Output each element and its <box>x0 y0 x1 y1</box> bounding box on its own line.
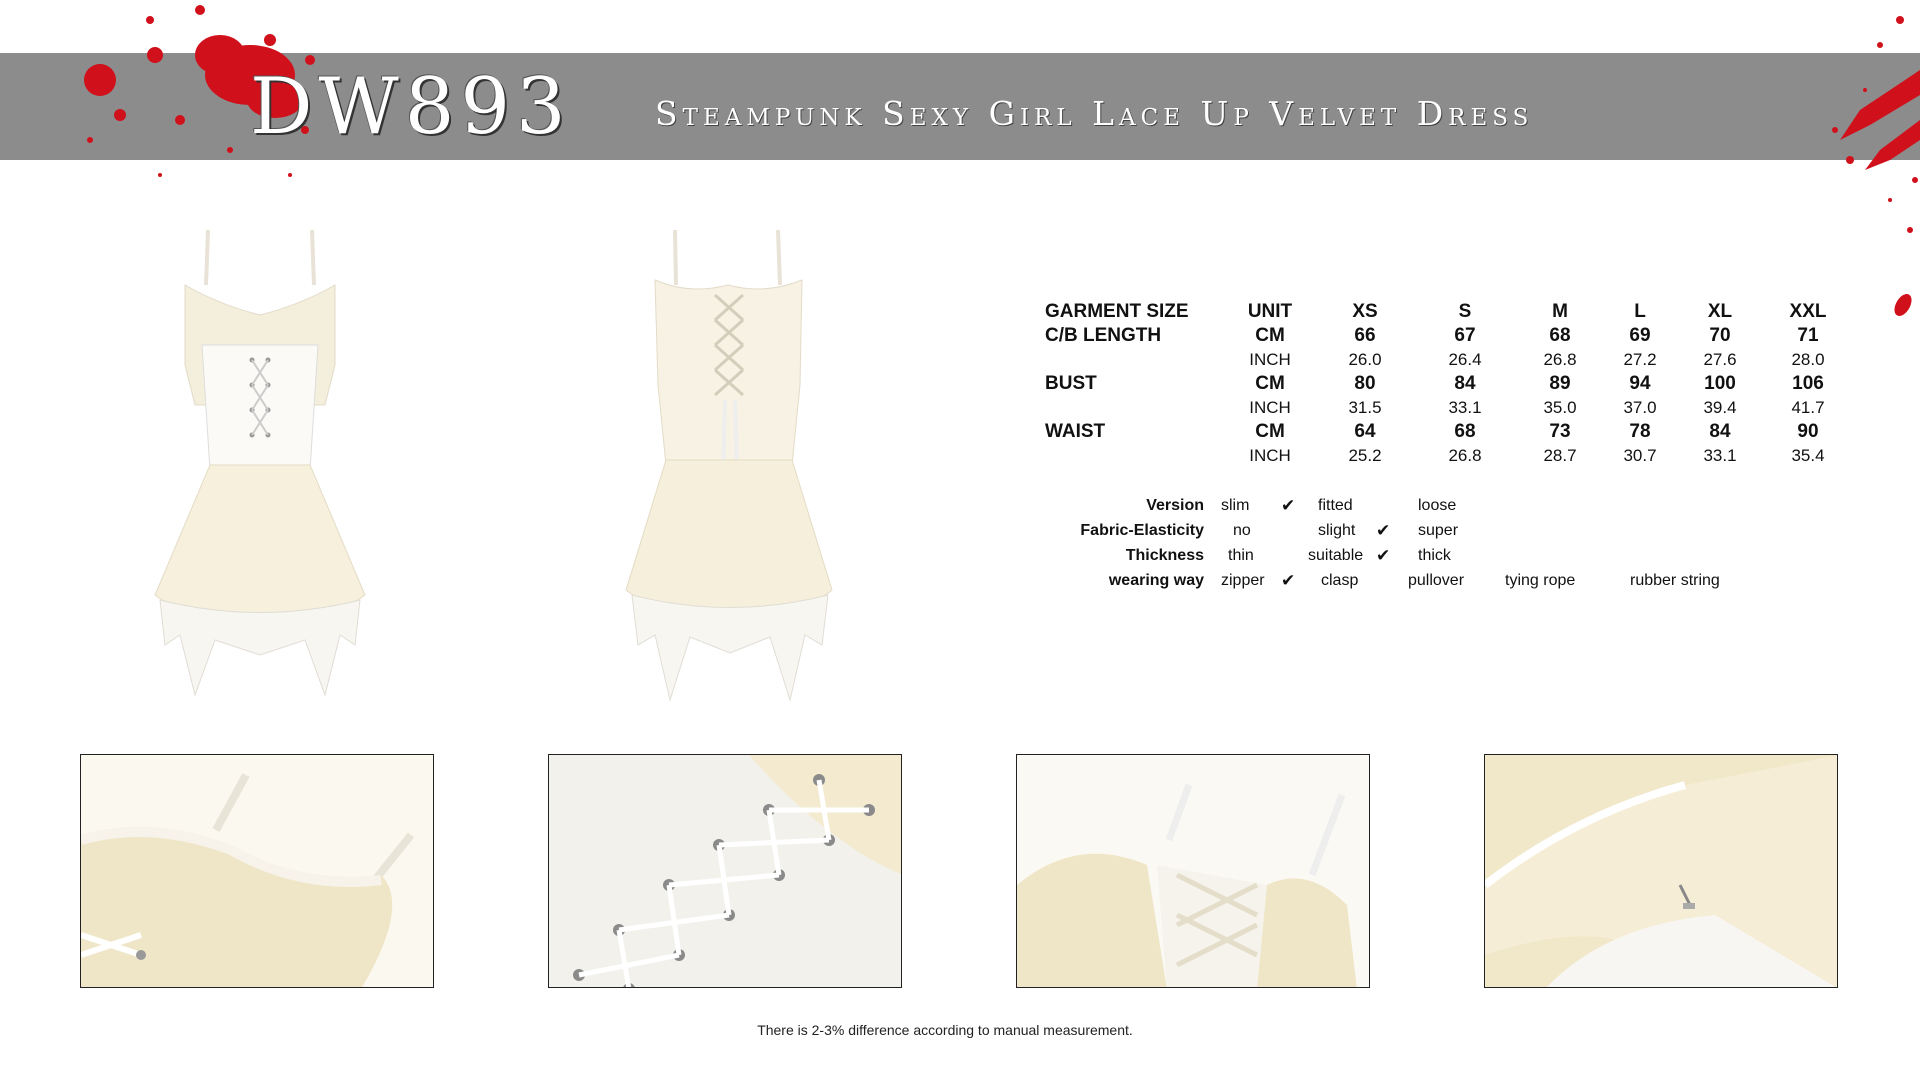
value-cell: 28.7 <box>1543 446 1577 465</box>
unit-cell: INCH <box>1249 446 1291 465</box>
value-cell: 31.5 <box>1348 398 1382 417</box>
detail-image-lace-up-eyelets <box>548 754 902 988</box>
value-cell: 27.6 <box>1703 350 1737 369</box>
value-cell: 89 <box>1549 373 1571 394</box>
value-cell: 67 <box>1454 325 1476 346</box>
check-mark-icon: ✔ <box>1281 496 1296 515</box>
attr-option: pullover <box>1408 572 1465 589</box>
attr-option: fitted <box>1318 497 1353 514</box>
check-mark-icon: ✔ <box>1281 571 1296 590</box>
header-garment-size: GARMENT SIZE <box>1045 301 1189 322</box>
value-cell: 66 <box>1354 325 1376 346</box>
check-mark-icon: ✔ <box>1376 546 1391 565</box>
attr-row-thickness <box>1040 543 1820 568</box>
value-cell: 71 <box>1797 325 1819 346</box>
check-mark-icon: ✔ <box>1376 521 1391 540</box>
attr-option: suitable <box>1308 547 1364 564</box>
attr-row-wearing-way <box>1040 568 1820 593</box>
row-waist-inch <box>1040 444 1825 468</box>
value-cell: 100 <box>1704 373 1736 394</box>
value-cell: 28.0 <box>1791 350 1825 369</box>
value-cell: 70 <box>1709 325 1731 346</box>
unit-cell: INCH <box>1249 350 1291 369</box>
attr-option: clasp <box>1321 572 1359 589</box>
strap-lace-detail-illustration <box>81 755 434 988</box>
row-bust-inch <box>1040 396 1825 420</box>
attr-row-fabric-elasticity <box>1040 518 1820 543</box>
attr-option: thin <box>1228 547 1254 564</box>
value-cell: 41.7 <box>1791 398 1825 417</box>
unit-cell: CM <box>1255 373 1285 394</box>
dress-front-image <box>140 225 380 715</box>
value-cell: 68 <box>1549 325 1571 346</box>
size-chart <box>1040 300 1827 468</box>
value-cell: 26.4 <box>1448 350 1482 369</box>
header-size-xl: XL <box>1707 301 1733 322</box>
value-cell: 26.8 <box>1448 446 1482 465</box>
value-cell: 26.8 <box>1543 350 1577 369</box>
value-cell: 64 <box>1354 421 1376 442</box>
attr-label: Fabric-Elasticity <box>1080 522 1204 539</box>
value-cell: 69 <box>1629 325 1651 346</box>
value-cell: 80 <box>1354 373 1376 394</box>
unit-cell: INCH <box>1249 398 1291 417</box>
unit-cell: CM <box>1255 421 1285 442</box>
value-cell: 106 <box>1792 373 1824 394</box>
measurement-disclaimer: There is 2-3% difference according to manual measurement. <box>757 1022 1133 1038</box>
measurement-label: BUST <box>1045 373 1097 394</box>
zipper-detail-illustration <box>1485 755 1838 988</box>
attr-label: wearing way <box>1108 572 1204 589</box>
attr-option: super <box>1418 522 1459 539</box>
header-unit: UNIT <box>1247 301 1293 322</box>
size-chart-header-row <box>1040 300 1827 324</box>
value-cell: 94 <box>1629 373 1651 394</box>
header-size-s: S <box>1458 301 1472 322</box>
attr-option: zipper <box>1221 572 1265 589</box>
attr-option: slight <box>1318 522 1356 539</box>
value-cell: 78 <box>1629 421 1651 442</box>
attr-option: rubber string <box>1630 572 1720 589</box>
unit-cell: CM <box>1255 325 1285 346</box>
row-waist-cm <box>1040 420 1820 444</box>
product-title: Steampunk Sexy Girl Lace Up Velvet Dress <box>655 94 1534 133</box>
bodice-lace-up-detail-illustration <box>1017 755 1370 988</box>
attributes-table <box>1040 493 1820 593</box>
value-cell: 30.7 <box>1623 446 1657 465</box>
attr-option: thick <box>1418 547 1451 564</box>
dress-back-image <box>610 225 850 715</box>
value-cell: 33.1 <box>1703 446 1737 465</box>
value-cell: 37.0 <box>1623 398 1657 417</box>
value-cell: 84 <box>1709 421 1731 442</box>
header-size-m: M <box>1552 301 1568 322</box>
header-size-xxl: XXL <box>1789 301 1827 322</box>
header-size-xs: XS <box>1352 301 1378 322</box>
detail-image-zipper <box>1484 754 1838 988</box>
measurement-label: C/B LENGTH <box>1045 325 1162 346</box>
value-cell: 68 <box>1454 421 1476 442</box>
attr-label: Thickness <box>1125 547 1204 564</box>
blood-splatter-right-decoration <box>1740 0 1920 340</box>
attr-option: loose <box>1418 497 1457 514</box>
row-cb-length-cm <box>1040 324 1820 348</box>
row-cb-length-inch <box>1040 348 1825 372</box>
value-cell: 35.0 <box>1543 398 1577 417</box>
attr-option: slim <box>1221 497 1250 514</box>
attr-option: no <box>1233 522 1251 539</box>
lace-up-eyelet-detail-illustration <box>549 755 902 988</box>
value-cell: 26.0 <box>1348 350 1382 369</box>
value-cell: 73 <box>1549 421 1571 442</box>
row-bust-cm <box>1040 372 1824 396</box>
attr-label: Version <box>1146 497 1204 514</box>
value-cell: 39.4 <box>1703 398 1737 417</box>
product-code: DW893 <box>250 62 572 152</box>
attr-row-version <box>1040 493 1820 518</box>
attr-option: tying rope <box>1505 572 1576 589</box>
value-cell: 84 <box>1454 373 1476 394</box>
value-cell: 35.4 <box>1791 446 1825 465</box>
value-cell: 27.2 <box>1623 350 1657 369</box>
detail-image-strap-lace <box>80 754 434 988</box>
value-cell: 25.2 <box>1348 446 1382 465</box>
measurement-label: WAIST <box>1045 421 1106 442</box>
value-cell: 33.1 <box>1448 398 1482 417</box>
value-cell: 90 <box>1797 421 1819 442</box>
header-size-l: L <box>1634 301 1646 322</box>
detail-image-bodice-lace-up <box>1016 754 1370 988</box>
